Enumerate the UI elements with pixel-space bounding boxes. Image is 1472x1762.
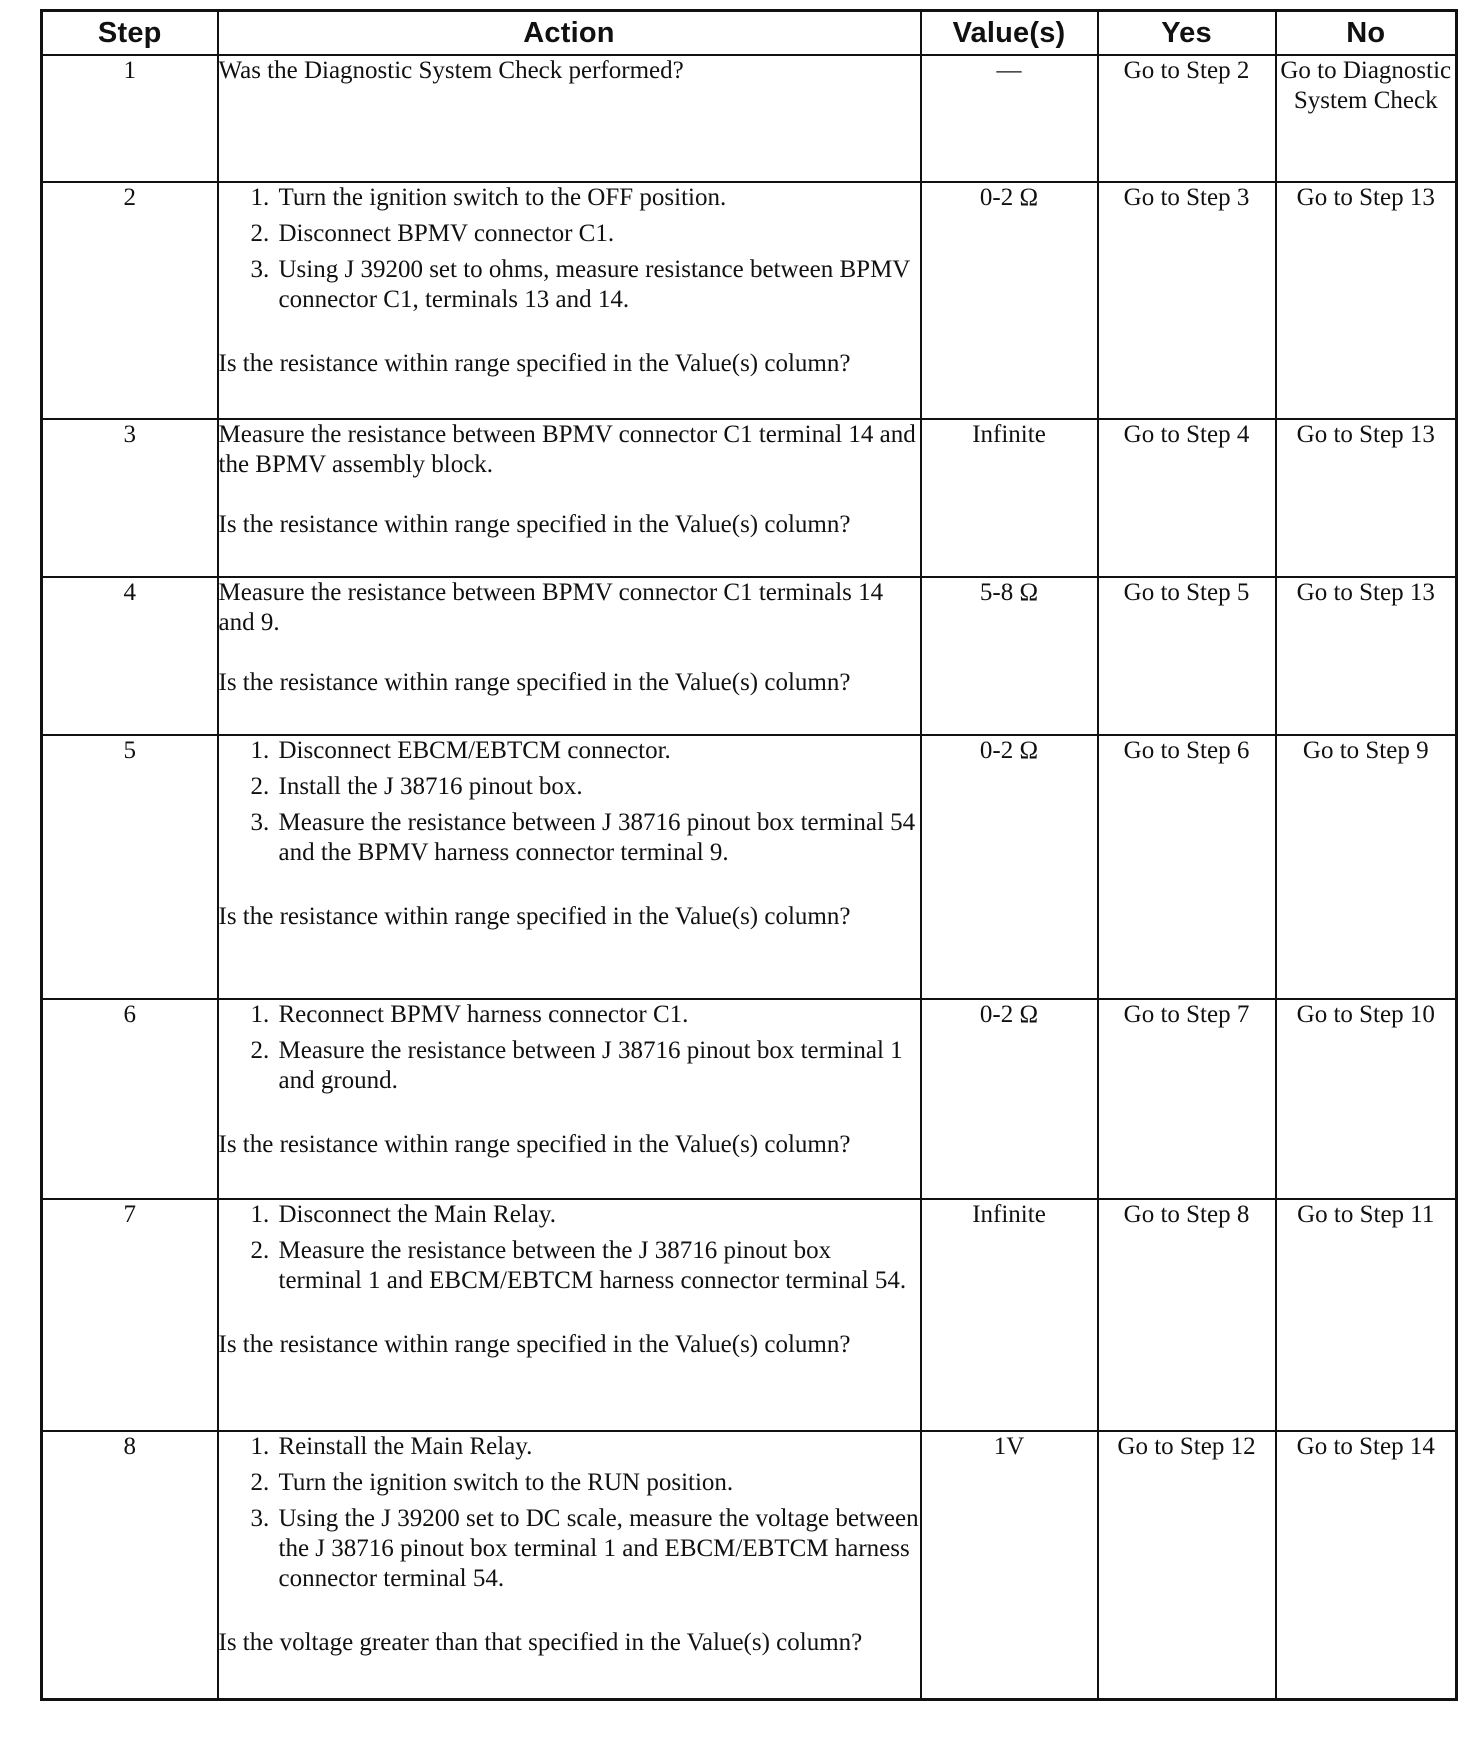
action-cell [218,182,921,419]
step-number: 5 [42,735,218,999]
action-cell [218,419,921,577]
action-item: 1. Disconnect EBCM/EBTCM connector. [250,737,671,764]
value-cell: 0-2 Ω [921,735,1098,999]
no-cell: Go to Step 13 [1276,419,1457,577]
table-header-row [42,11,1457,56]
header-yes: Yes [1098,11,1276,56]
table-row [42,419,1457,577]
yes-cell: Go to Step 7 [1098,999,1276,1199]
value-cell: 0-2 Ω [921,182,1098,419]
header-action: Action [218,11,921,56]
action-cell [218,577,921,735]
action-item: 3. Using the J 39200 set to DC scale, measure the voltage between the J 38716 pinout box terminal 1 and EBCM/EBTCM harness connector terminal 54. [250,1505,919,1592]
yes-cell: Go to Step 2 [1098,55,1276,182]
action-list [219,1000,920,1096]
action-item: 1. Reinstall the Main Relay. [250,1433,533,1460]
value-cell: Infinite [921,419,1098,577]
value-cell: 0-2 Ω [921,999,1098,1199]
action-item: 1. Turn the ignition switch to the OFF position. [250,184,727,211]
step-number: 4 [42,577,218,735]
action-question: Is the resistance within range specified in the Value(s) column? [218,350,851,377]
action-question: Is the resistance within range specified in the Value(s) column? [218,669,851,696]
action-cell [218,1431,921,1699]
table-row [42,577,1457,735]
action-question: Is the resistance within range specified in the Value(s) column? [218,903,851,930]
table-row [42,735,1457,999]
action-statement: Measure the resistance between BPMV connector C1 terminal 14 and the BPMV assembly block. [218,421,916,478]
yes-cell: Go to Step 8 [1098,1199,1276,1431]
action-question: Is the resistance within range specified in the Value(s) column? [218,1331,851,1358]
action-question: Is the resistance within range specified in the Value(s) column? [218,1131,851,1158]
action-cell [218,55,921,182]
step-number: 3 [42,419,218,577]
value-cell: 5-8 Ω [921,577,1098,735]
table-row [42,55,1457,182]
yes-cell: Go to Step 6 [1098,735,1276,999]
action-item: 2. Measure the resistance between the J 38716 pinout box terminal 1 and EBCM/EBTCM harness connector terminal 54. [250,1237,907,1294]
action-list [219,1432,920,1594]
action-cell [218,999,921,1199]
value-cell: 1V [921,1431,1098,1699]
no-cell: Go to Step 13 [1276,577,1457,735]
action-item: 2. Disconnect BPMV connector C1. [250,220,615,247]
yes-cell: Go to Step 4 [1098,419,1276,577]
table-row [42,182,1457,419]
no-cell: Go to Step 10 [1276,999,1457,1199]
value-cell: — [921,55,1098,182]
header-no: No [1276,11,1457,56]
table-row [42,1199,1457,1431]
step-number: 1 [42,55,218,182]
step-number: 6 [42,999,218,1199]
value-cell: Infinite [921,1199,1098,1431]
no-cell: Go to Step 13 [1276,182,1457,419]
action-cell [218,735,921,999]
no-cell: Go to Step 14 [1276,1431,1457,1699]
diagnostic-table-page [40,9,1455,1701]
step-number: 2 [42,182,218,419]
action-cell [218,1199,921,1431]
table-row [42,1431,1457,1699]
action-item: 2. Turn the ignition switch to the RUN position. [250,1469,734,1496]
action-item: 3. Measure the resistance between J 38716 pinout box terminal 54 and the BPMV harness connector terminal 9. [250,809,916,866]
no-cell: Go to Step 9 [1276,735,1457,999]
table-row [42,999,1457,1199]
action-statement: Measure the resistance between BPMV connector C1 terminals 14 and 9. [218,579,884,636]
action-question: Is the resistance within range specified in the Value(s) column? [218,511,851,538]
action-item: 3. Using J 39200 set to ohms, measure resistance between BPMV connector C1, terminals 13 and 14. [250,256,910,313]
action-item: 2. Measure the resistance between J 38716 pinout box terminal 1 and ground. [250,1037,903,1094]
no-cell: Go to Step 11 [1276,1199,1457,1431]
header-value: Value(s) [921,11,1098,56]
yes-cell: Go to Step 5 [1098,577,1276,735]
action-list [219,183,920,315]
action-list [219,736,920,868]
action-list [219,1200,920,1296]
header-step: Step [42,11,218,56]
action-item: 1. Reconnect BPMV harness connector C1. [250,1001,689,1028]
action-statement: Was the Diagnostic System Check performed? [218,57,684,84]
no-cell: Go to Diagnostic System Check [1276,55,1457,182]
diagnostic-table [40,9,1458,1701]
step-number: 7 [42,1199,218,1431]
yes-cell: Go to Step 3 [1098,182,1276,419]
action-item: 2. Install the J 38716 pinout box. [250,773,583,800]
yes-cell: Go to Step 12 [1098,1431,1276,1699]
action-question: Is the voltage greater than that specified in the Value(s) column? [218,1629,863,1656]
action-item: 1. Disconnect the Main Relay. [250,1201,556,1228]
step-number: 8 [42,1431,218,1699]
